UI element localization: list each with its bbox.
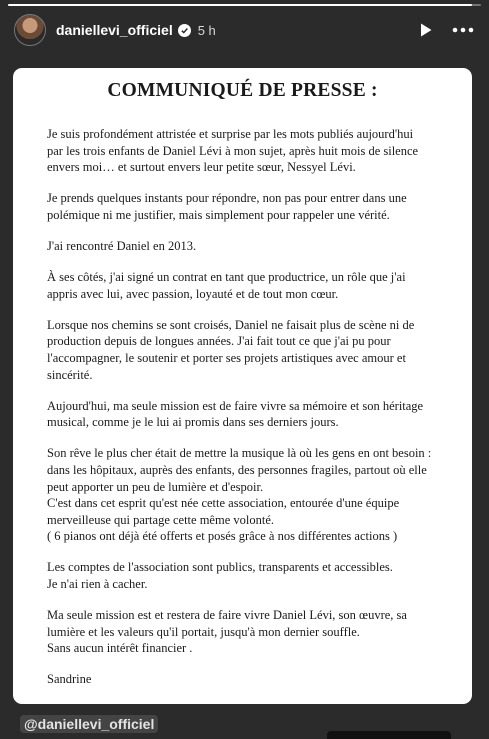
- paragraph-line: Ma seule mission est et restera de faire vivre Daniel Lévi, son œuvre, sa: [47, 608, 407, 623]
- paragraph-line: production depuis de longues années. J'ai fait tout ce que j'ai pu pour: [47, 334, 391, 349]
- paragraph: [47, 398, 448, 431]
- paragraph-line: Son rêve le plus cher était de mettre la musique là où les gens en ont besoin :: [47, 446, 432, 461]
- document-body: [47, 126, 448, 657]
- paragraph-line: J'ai rencontré Daniel en 2013.: [47, 238, 197, 253]
- verified-badge-icon: [178, 24, 191, 37]
- paragraph-line: polémique ni me justifier, mais simplement pour rappeler une vérité.: [47, 207, 390, 222]
- paragraph-line: peut apporter un peu de lumière et d'espoir.: [47, 479, 264, 494]
- paragraph: [47, 559, 448, 592]
- story-progress-fill: [8, 4, 472, 6]
- paragraph: [47, 607, 448, 657]
- paragraph-line: Lorsque nos chemins se sont croisés, Daniel ne faisait plus de scène ni de: [47, 317, 415, 332]
- paragraph-line: l'accompagner, le soutenir et porter ses projets artistiques avec amour et: [47, 350, 406, 365]
- paragraph-line: musical, comme je le lui ai promis dans ses derniers jours.: [47, 415, 339, 430]
- story-progress-bar: [8, 4, 481, 6]
- avatar[interactable]: [14, 14, 46, 46]
- paragraph-line: merveilleuse qui partage cette même volonté.: [47, 512, 274, 527]
- paragraph: [47, 445, 448, 545]
- reply-bar[interactable]: [327, 731, 451, 739]
- paragraph-line: Aujourd'hui, ma seule mission est de faire vivre sa mémoire et son héritage: [47, 398, 424, 413]
- paragraph: [47, 126, 448, 176]
- paragraph: [47, 317, 448, 383]
- story-header: [14, 12, 479, 48]
- more-options-icon[interactable]: [447, 17, 479, 43]
- document-title: COMMUNIQUÉ DE PRESSE :: [107, 80, 378, 101]
- paragraph-line: appris avec lui, avec passion, loyauté et de tout mon cœur.: [47, 286, 339, 301]
- username[interactable]: daniellevi_officiel: [56, 22, 173, 38]
- mention-sticker[interactable]: @daniellevi_officiel: [20, 715, 158, 733]
- signature: Sandrine: [47, 672, 92, 687]
- paragraph-line: lumière et les valeurs qu'il portait, jusqu'à mon dernier souffle.: [47, 624, 360, 639]
- press-release-document: [13, 68, 472, 704]
- play-icon[interactable]: [413, 17, 439, 43]
- paragraph: [47, 238, 448, 255]
- paragraph-line: Les comptes de l'association sont publics, transparents et accessibles.: [47, 560, 393, 575]
- paragraph-line: C'est dans cet esprit qu'est née cette association, entourée d'une équipe: [47, 496, 400, 511]
- paragraph-line: ( 6 pianos ont déjà été offerts et posés grâce à nos différentes actions ): [47, 529, 398, 544]
- paragraph-line: dans les hôpitaux, auprès des enfants, des personnes fragiles, partout où elle: [47, 462, 427, 477]
- paragraph-line: Je suis profondément attristée et surprise par les mots publiés aujourd'hui: [47, 127, 414, 141]
- paragraph-line: Sans aucun intérêt financier .: [47, 641, 193, 656]
- paragraph: [47, 190, 448, 223]
- paragraph-line: À ses côtés, j'ai signé un contrat en tant que productrice, un rôle que j'ai: [47, 270, 406, 285]
- paragraph: [47, 269, 448, 302]
- paragraph-line: Je n'ai rien à cacher.: [47, 576, 148, 591]
- paragraph-line: sincérité.: [47, 367, 93, 382]
- paragraph-line: Je prends quelques instants pour répondre, non pas pour entrer dans une: [47, 191, 407, 206]
- paragraph-line: envers moi… et surtout envers leur petite sœur, Nessyel Lévi.: [47, 160, 356, 175]
- paragraph-line: par les trois enfants de Daniel Lévi à mon sujet, après huit mois de silence: [47, 143, 419, 158]
- post-time: 5 h: [197, 22, 216, 38]
